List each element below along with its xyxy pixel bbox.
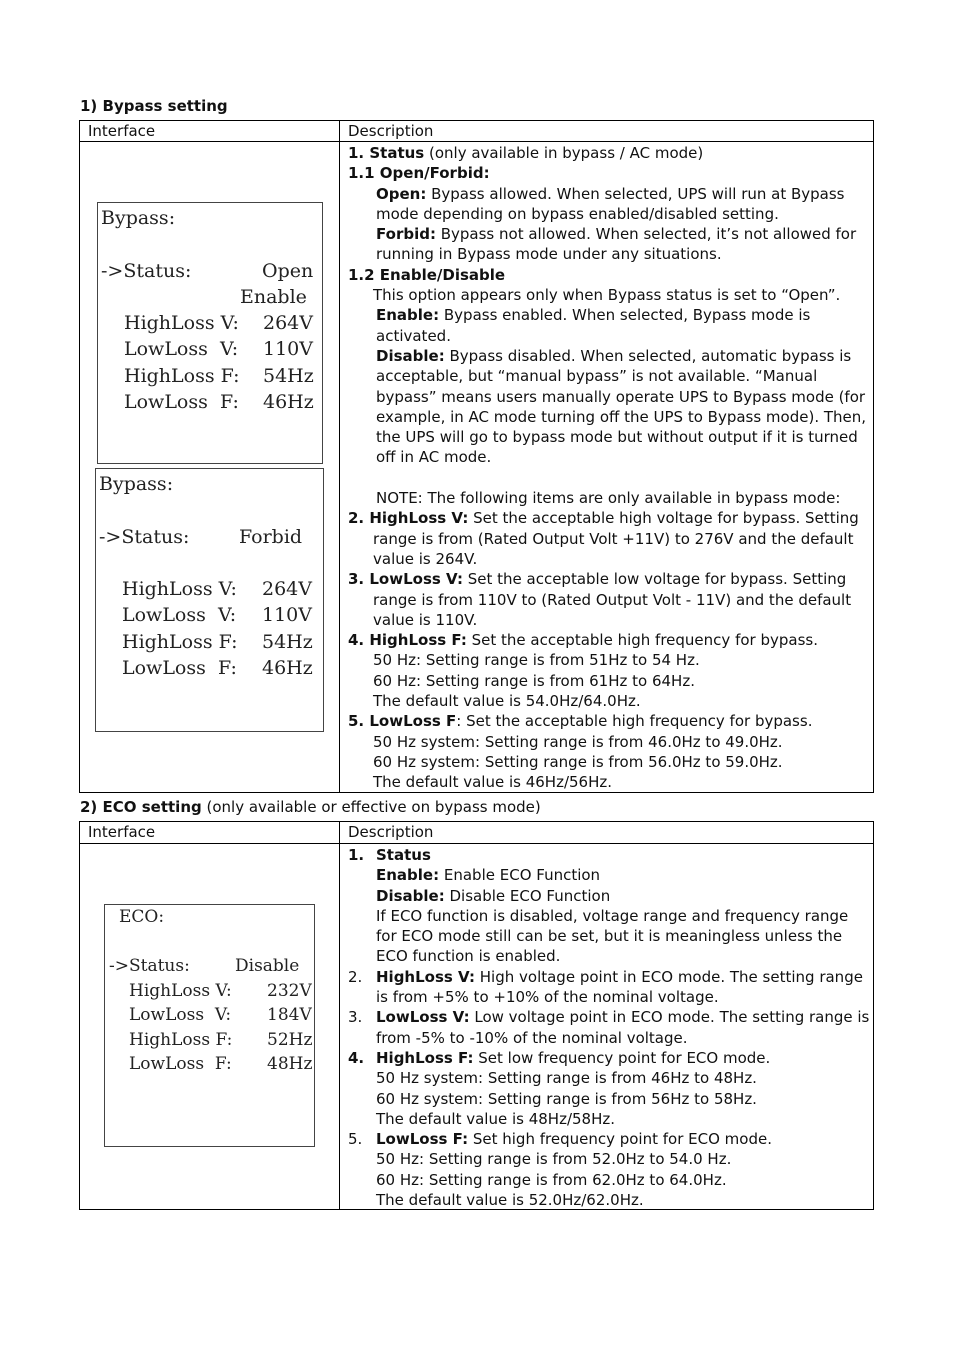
desc-item: 5. LowLoss F: Set high frequency point for ECO mode. (348, 1130, 772, 1149)
desc-line: 60 Hz system: Setting range is from 56Hz to 58Hz. (376, 1089, 757, 1108)
lcd-row-label: LowLoss F: (124, 391, 239, 414)
eco-table-header-rule (79, 843, 874, 844)
eco-section-title: 2) ECO setting (only available or effective on bypass mode) (80, 798, 541, 816)
desc-line: 50 Hz: Setting range is from 51Hz to 54 Hz. (373, 651, 700, 670)
desc-item: 4. HighLoss F: Set low frequency point for ECO mode. (348, 1048, 771, 1067)
desc-item: 1.1 Open/Forbid: (348, 164, 490, 183)
lcd-row-label: HighLoss V: (129, 980, 232, 1001)
desc-line: 50 Hz: Setting range is from 52.0Hz to 54.0 Hz. (376, 1150, 732, 1169)
eco-col-interface: Interface (88, 823, 156, 841)
lcd-status-label: ->Status: (99, 525, 190, 548)
lcd-row-value: 110V (262, 604, 312, 627)
lcd-row-value: 54Hz (263, 364, 314, 387)
desc-item: 3. LowLoss V: Set the acceptable low voltage for bypass. Setting range is from 110V to (Rated Output Volt - 11V) and the default value is 110V. (348, 570, 852, 629)
desc-line: 50 Hz system: Setting range is from 46.0Hz to 49.0Hz. (373, 732, 783, 751)
lcd-row-label: HighLoss F: (124, 364, 240, 387)
lcd-title: ECO: (119, 907, 165, 927)
lcd-bypass-forbid (95, 468, 324, 732)
lcd-status-value: Forbid (239, 525, 303, 548)
desc-item: 3. LowLoss V: Low voltage point in ECO mode. The setting range is from -5% to -10% of the nominal voltage. (348, 1008, 870, 1047)
lcd-row-label: LowLoss V: (124, 338, 239, 361)
lcd-row-label: HighLoss V: (124, 312, 239, 335)
desc-item: Open: Bypass allowed. When selected, UPS will run at Bypass mode depending on bypass enabled/disabled setting. (376, 184, 845, 223)
lcd-row-label: LowLoss F: (129, 1054, 232, 1074)
desc-line: The default value is 46Hz/56Hz. (373, 773, 613, 792)
desc-item: 2. HighLoss V: High voltage point in ECO mode. The setting range is from +5% to +10% of the nominal voltage. (348, 967, 863, 1007)
lcd-bypass-open (97, 202, 323, 464)
desc-line: The default value is 52.0Hz/62.0Hz. (376, 1191, 644, 1210)
bypass-table-divider (339, 120, 340, 793)
lcd-status-label: ->Status: (101, 259, 192, 282)
desc-item: Forbid: Bypass not allowed. When selected, it’s not allowed for running in Bypass mode under any situations. (376, 225, 857, 264)
desc-line: The default value is 48Hz/58Hz. (376, 1109, 616, 1128)
lcd-row-value: 48Hz (267, 1054, 313, 1074)
bypass-col-description: Description (348, 122, 434, 140)
lcd-row-value: 46Hz (263, 391, 314, 414)
desc-item: 4. HighLoss F: Set the acceptable high frequency for bypass. (348, 631, 818, 650)
desc-item: 1. Status (348, 846, 431, 864)
lcd-enable-value: Enable (240, 285, 307, 308)
lcd-row-label: LowLoss V: (129, 1005, 232, 1025)
desc-note: NOTE: The following items are only available in bypass mode: (376, 489, 841, 508)
desc-item: Enable: Enable ECO Function (376, 866, 601, 885)
bypass-section-title: 1) Bypass setting (80, 97, 228, 115)
lcd-status-value: Disable (235, 956, 300, 976)
lcd-row-value: 232V (267, 980, 312, 1001)
lcd-status-value: Open (262, 259, 314, 282)
eco-description (348, 845, 870, 1210)
lcd-row-value: 264V (263, 312, 313, 335)
lcd-title: Bypass: (99, 473, 174, 495)
bypass-col-interface: Interface (88, 122, 156, 140)
desc-line: 60 Hz: Setting range is from 61Hz to 64Hz. (373, 671, 695, 690)
lcd-row-value: 52Hz (267, 1029, 313, 1050)
desc-item: Enable: Bypass enabled. When selected, Bypass mode is activated. (376, 306, 811, 345)
lcd-row-value: 110V (263, 338, 313, 361)
desc-line: 60 Hz: Setting range is from 62.0Hz to 64.0Hz. (376, 1170, 727, 1189)
desc-item: This option appears only when Bypass status is set to “Open”. (373, 286, 841, 305)
lcd-row-value: 264V (262, 578, 312, 601)
desc-item: Disable: Disable ECO Function (376, 886, 611, 905)
desc-item: 1. Status (only available in bypass / AC mode) (348, 144, 704, 162)
lcd-row-label: HighLoss F: (122, 630, 238, 653)
desc-line: 50 Hz system: Setting range is from 46Hz to 48Hz. (376, 1069, 757, 1088)
lcd-row-label: HighLoss F: (129, 1029, 233, 1050)
desc-item: If ECO function is disabled, voltage range and frequency range for ECO mode still can be set, but it is meaningless unless the ECO function is enabled. (376, 906, 849, 966)
lcd-row-value: 54Hz (262, 630, 313, 653)
lcd-row-value: 46Hz (262, 657, 313, 680)
desc-item: 2. HighLoss V: Set the acceptable high voltage for bypass. Setting range is from (Rated Output Volt +11V) to 276V and the default value is 264V. (348, 509, 859, 568)
lcd-status-label: ->Status: (109, 956, 190, 976)
eco-col-description: Description (348, 823, 434, 841)
bypass-description (348, 143, 870, 793)
lcd-row-label: HighLoss V: (122, 578, 237, 601)
bypass-table-header-rule (79, 141, 874, 142)
desc-item: 5. LowLoss F: Set the acceptable high frequency for bypass. (348, 712, 813, 731)
desc-item: 1.2 Enable/Disable (348, 265, 506, 284)
lcd-title: Bypass: (101, 207, 176, 229)
lcd-row-label: LowLoss V: (122, 604, 237, 627)
eco-table-divider (339, 821, 340, 1210)
lcd-row-value: 184V (267, 1005, 312, 1025)
desc-line: The default value is 54.0Hz/64.0Hz. (373, 692, 641, 711)
lcd-eco (104, 904, 315, 1147)
desc-item: Disable: Bypass disabled. When selected, automatic bypass is acceptable, but “manual bypass” is not available. “Manual bypass” means users manually operate UPS to Bypass mode (for example, in AC mode turning off the UPS to Bypass mode). Then, the UPS will go to bypass mode but without output if it is turned off in AC mode. (376, 346, 867, 467)
lcd-row-label: LowLoss F: (122, 657, 237, 680)
desc-line: 60 Hz system: Setting range is from 56.0Hz to 59.0Hz. (373, 752, 783, 771)
